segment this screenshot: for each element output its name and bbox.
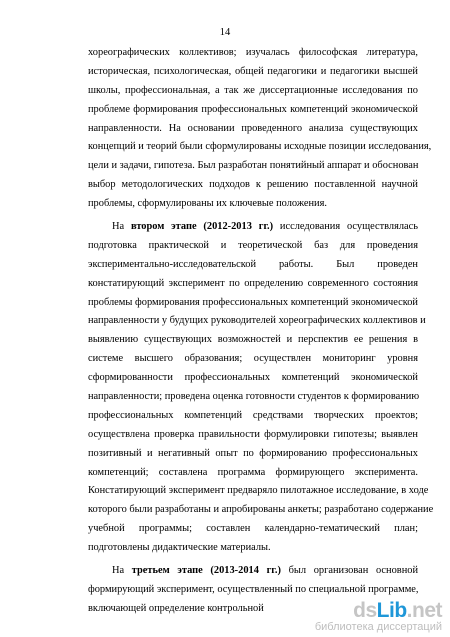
text-line: концепций и теорий были сформулированы исходные позиции исследования, xyxy=(88,141,432,153)
text-line: проблемы формирования профессиональных компетенций экономической xyxy=(88,296,418,308)
text-line: формирующий эксперимент, осуществленный по специальной программе, xyxy=(88,583,419,595)
text-line: направленности; проведена оценка готовности студентов к формированию xyxy=(88,391,420,403)
stage-two-bold: втором этапе (2012-2013 гг.) xyxy=(130,221,274,233)
page-number: 14 xyxy=(219,27,231,38)
text-line: профессиональных компетенций средствами творческих проектов; xyxy=(88,409,418,421)
text-line: осуществлена проверка правильности формулировки гипотезы; выявлен xyxy=(88,428,418,440)
text-line: проблемы, сформулированы их ключевые положения. xyxy=(88,198,327,210)
text-line: экспериментально-исследовательской работы. Был проведен xyxy=(88,258,418,270)
text-line: цели и задачи, гипотеза. Был разработан понятийный аппарат и обоснован xyxy=(88,160,419,172)
text-line: включающей определение контрольной xyxy=(88,602,264,614)
text-line: Констатирующий эксперимент предваряло пилотажное исследование, в ходе xyxy=(88,485,429,497)
text-line: выбор методологических подходов к решению поставленной научной xyxy=(88,179,418,191)
stage-two-lead: На xyxy=(112,221,131,233)
text-line: направленности. На основании проведенного анализа существующих xyxy=(88,122,418,134)
stage-three-bold: третьем этапе (2013-2014 гг.) xyxy=(131,565,281,577)
stage-two-rest: исследования осуществлялась xyxy=(273,221,418,233)
text-line: компетенций; составлена программа формирующего эксперимента. xyxy=(88,466,418,478)
text-line: хореографических коллективов; изучалась философская литература, xyxy=(88,47,418,58)
document-body xyxy=(88,44,434,619)
stage-three-rest: был организован основной xyxy=(280,565,419,577)
text-line: позитивный и негативный опыт по формированию профессиональных xyxy=(88,447,418,459)
text-line: выявлению существующих возможностей и перспектив ее решения в xyxy=(88,334,418,346)
dslib-watermark xyxy=(315,600,442,633)
stage-three-heading-line xyxy=(88,562,418,581)
text-line: направленности у будущих руководителей хореографических коллективов и xyxy=(88,315,426,327)
text-line: учебной программы; составлен календарно-тематический план; xyxy=(88,523,418,535)
dslib-subtitle: библиотека диссертаций xyxy=(314,621,442,633)
text-line: историческая, психологическая, общей педагогики и педагогики высшей xyxy=(88,65,418,77)
text-line: сформированности профессиональных компетенций экономической xyxy=(88,372,418,384)
text-line: подготовка практической и теоретической баз для проведения xyxy=(88,239,418,251)
text-line: системе высшего образования; осуществлен мониторинг уровня xyxy=(88,353,418,365)
text-line: констатирующий эксперимент по определению современного состояния xyxy=(88,277,418,289)
stage-three-lead: На xyxy=(112,565,132,577)
text-line: которого были разработаны и апробированы анкеты; разработано содержание xyxy=(88,504,434,516)
stage-two-heading-line xyxy=(88,218,418,237)
text-line: подготовлены дидактические материалы. xyxy=(88,542,271,554)
text-line: школы, профессиональная, а так же диссертационные исследования по xyxy=(88,84,418,96)
dslib-logo: dsLib.net xyxy=(353,599,442,622)
text-line: проблеме формирования профессиональных компетенций экономической xyxy=(88,103,418,115)
